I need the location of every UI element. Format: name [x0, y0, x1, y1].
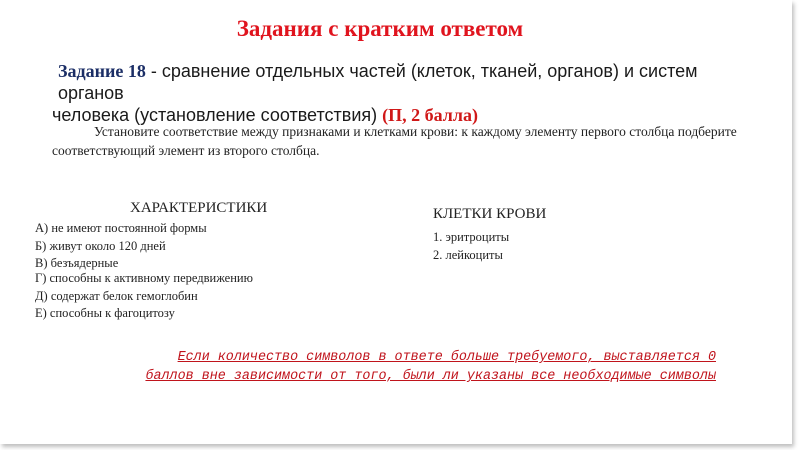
characteristics-list: [35, 220, 253, 323]
task-number: Задание 18: [58, 61, 146, 81]
slide-title: Задания с кратким ответом: [236, 16, 524, 41]
instruction-text: Установите соответствие между признаками и клетками крови: к каждому элементу первого столбца подберите соответствующий элемент из второго столбца.: [52, 124, 737, 158]
list-item: 2. лейкоциты: [433, 248, 503, 262]
instruction: [52, 122, 752, 160]
list-item: В) безъядерные: [35, 256, 119, 270]
task-heading: [52, 60, 752, 126]
list-item: Е) способны к фагоцитозу: [35, 306, 175, 320]
list-item: 1. эритроциты: [433, 230, 510, 244]
note-line-1: Если количество символов в ответе больше требуемого, выставляется 0: [177, 350, 716, 365]
list-item: Б) живут около 120 дней: [35, 238, 166, 253]
characteristics-header: ХАРАКТЕРИСТИКИ: [130, 200, 268, 216]
blood-cells-header: КЛЕТКИ КРОВИ: [433, 206, 547, 222]
blood-cells-list: [433, 230, 509, 266]
list-item: Г) способны к активному передвижению: [35, 271, 253, 285]
task-description-2: человека (установление соответствия): [52, 105, 383, 125]
task-description-1: - сравнение отдельных частей (клеток, тканей, органов) и систем органов: [58, 61, 698, 103]
note-line-2: баллов вне зависимости от того, были ли указаны все необходимые символы: [145, 369, 716, 384]
task-points: (П, 2 балла): [382, 105, 478, 125]
list-item: А) не имеют постоянной формы: [35, 221, 207, 235]
scoring-note: [66, 348, 716, 386]
list-item: Д) содержат белок гемоглобин: [35, 288, 198, 303]
